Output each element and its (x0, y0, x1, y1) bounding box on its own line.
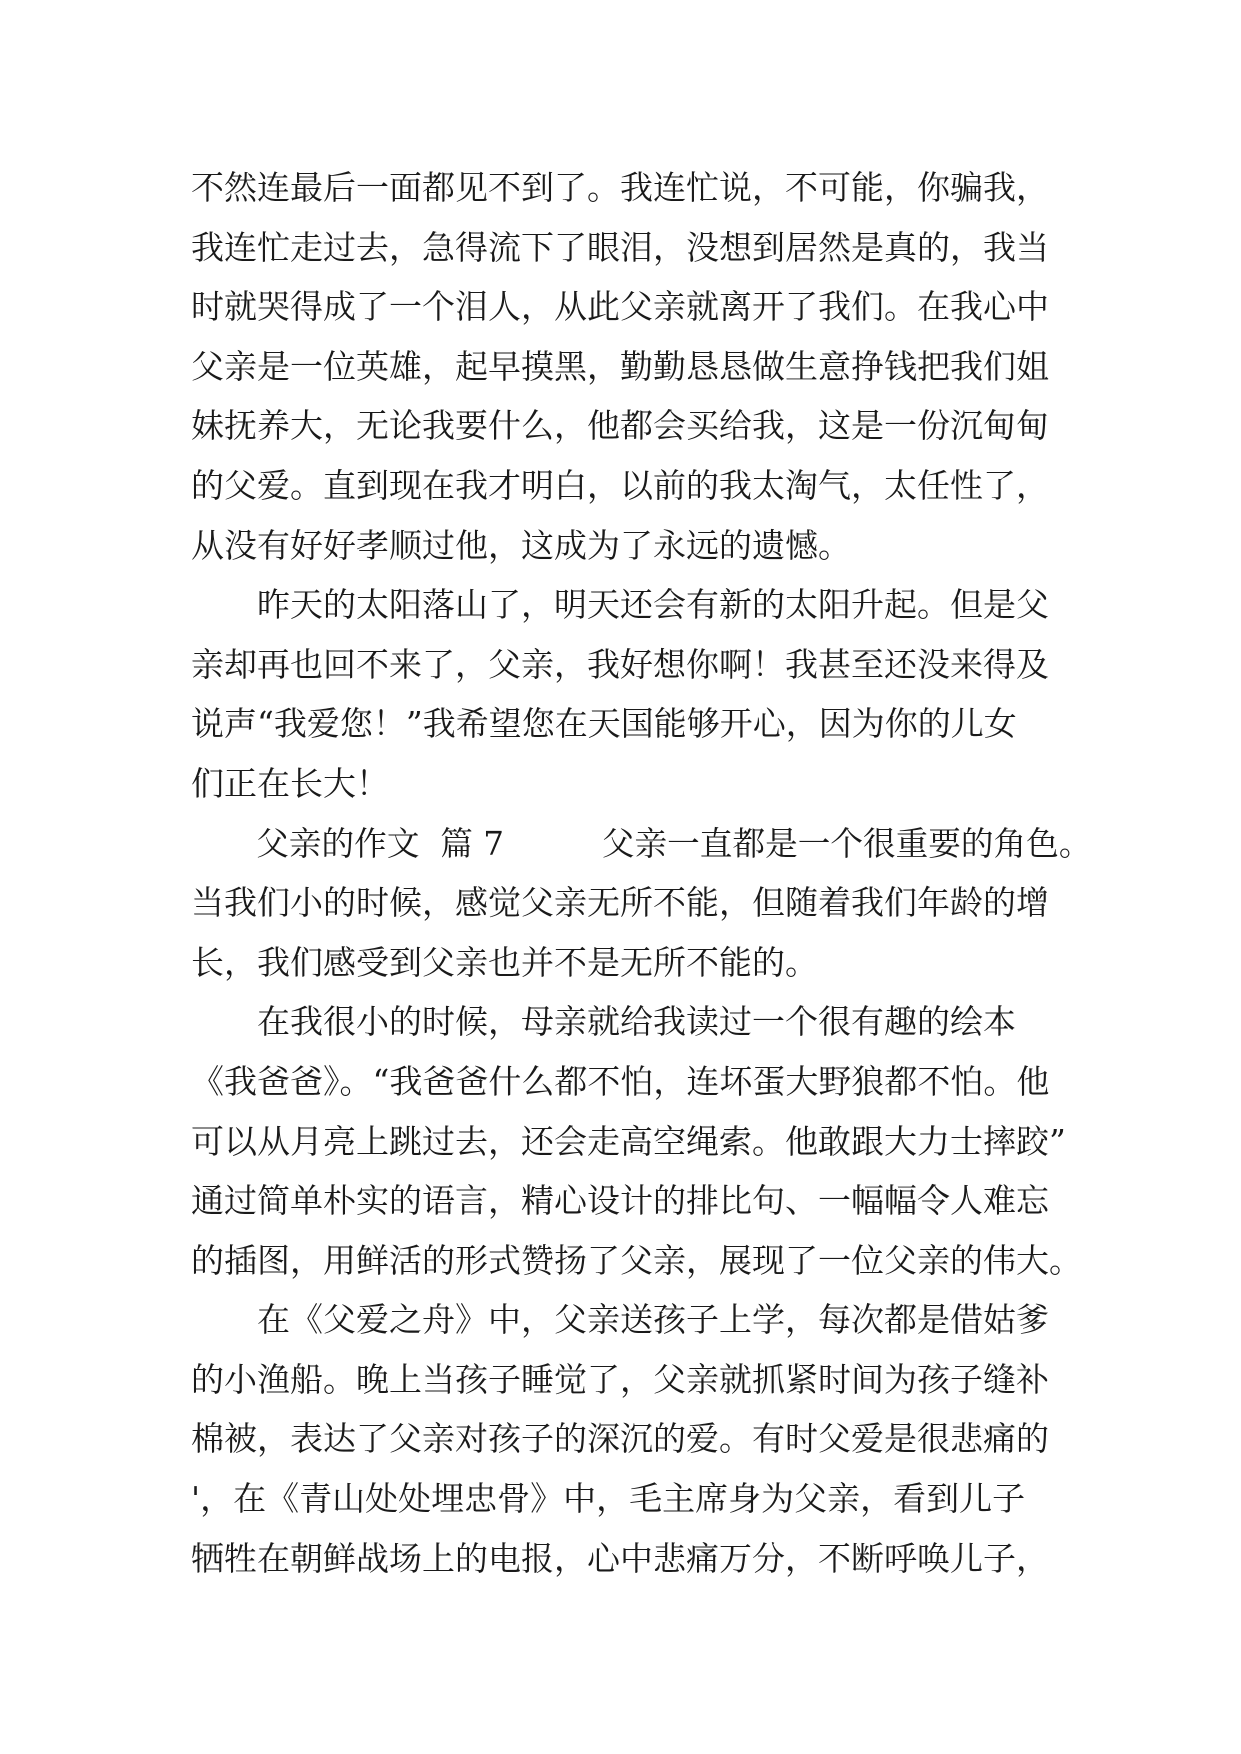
text-line: 《我爸爸》。“我爸爸什么都不怕，连坏蛋大野狼都不怕。他 (191, 1061, 1050, 1101)
text-line: '，在《青山处处埋忠骨》中，毛主席身为父亲，看到儿子 (191, 1479, 1026, 1519)
text-line: 当我们小的时候，感觉父亲无所不能，但随着我们年龄的增 (191, 883, 1049, 923)
text-line: 可以从月亮上跳过去，还会走高空绳索。他敢跟大力士摔跤” (191, 1121, 1066, 1161)
text-line: 昨天的太阳落山了，明天还会有新的太阳升起。但是父 (191, 585, 1049, 625)
text-line: 从没有好好孝顺过他，这成为了永远的遗憾。 (191, 525, 851, 565)
text-line: 们正在长大！ (191, 763, 389, 803)
body-text (191, 158, 1092, 1588)
text-line: 不然连最后一面都见不到了。我连忙说，不可能，你骗我， (191, 168, 1049, 207)
text-line: 时就哭得成了一个泪人，从此父亲就离开了我们。在我心中 (191, 287, 1049, 327)
text-line: 通过简单朴实的语言，精心设计的排比句、一幅幅令人难忘 (191, 1181, 1049, 1221)
text-line: 在《父爱之舟》中，父亲送孩子上学，每次都是借姑爹 (191, 1300, 1049, 1340)
text-line: 我连忙走过去，急得流下了眼泪，没想到居然是真的，我当 (191, 227, 1049, 267)
text-line: 说声“我爱您！”我希望您在天国能够开心，因为你的儿女 (191, 704, 1017, 744)
text-line: 牺牲在朝鲜战场上的电报，心中悲痛万分，不断呼唤儿子， (191, 1538, 1049, 1578)
text-line: 长，我们感受到父亲也并不是无所不能的。 (191, 942, 818, 982)
text-line: 的父爱。直到现在我才明白，以前的我太淘气，太任性了， (191, 465, 1049, 505)
text-line: 棉被，表达了父亲对孩子的深沉的爱。有时父爱是很悲痛的 (191, 1419, 1049, 1459)
text-line: 父亲是一位英雄，起早摸黑，勤勤恳恳做生意挣钱把我们姐 (191, 346, 1049, 386)
text-line: 的插图，用鲜活的形式赞扬了父亲，展现了一位父亲的伟大。 (191, 1240, 1082, 1280)
text-line: 妹抚养大，无论我要什么，他都会买给我，这是一份沉甸甸 (191, 406, 1049, 446)
text-line: 亲却再也回不来了，父亲，我好想你啊！我甚至还没来得及 (191, 644, 1049, 684)
text-line: 的小渔船。晚上当孩子睡觉了，父亲就抓紧时间为孩子缝补 (191, 1359, 1049, 1399)
section-heading-line: 父亲的作文 篇 7 父亲一直都是一个很重要的角色。 (191, 823, 1092, 863)
text-line: 在我很小的时候，母亲就给我读过一个很有趣的绘本 (191, 1002, 1016, 1042)
